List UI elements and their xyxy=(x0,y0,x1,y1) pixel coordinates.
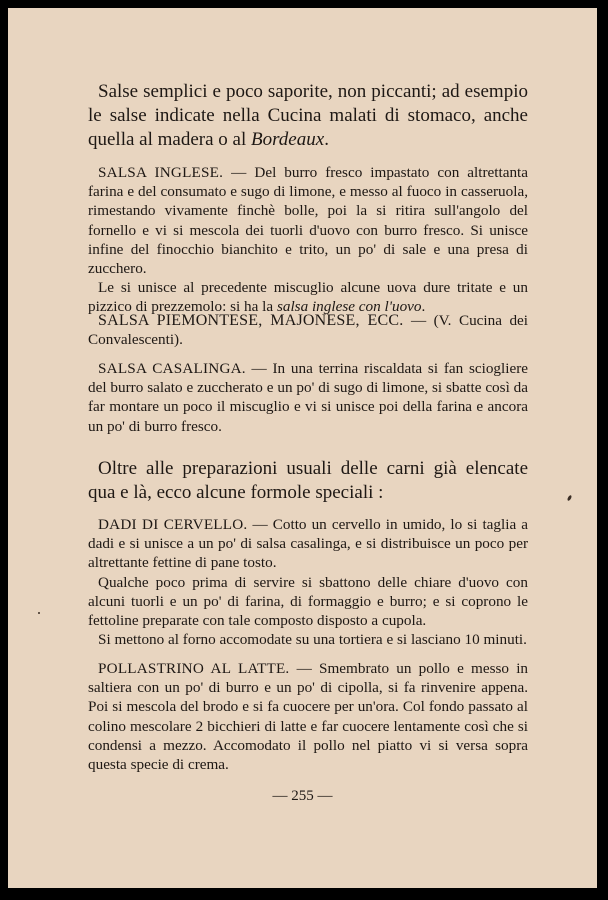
recipe-title: SALSA PIEMONTESE, MAJONESE, ECC. xyxy=(98,312,404,329)
recipe-dadi-di-cervello: DADI DI CERVELLO. — Cotto un cervello in umido, lo si taglia a dadi e si unisce a un po' di salsa casalinga, e si distribuisce un poco per altrettante fettine di pane tosto. Qualche poco prima di servire si sbattono delle chiare d'uovo con alcuni tuorli e un po' di farina, di formaggio e burro; e si coprono le fettoline preparate con tale composto disposto a cupola. Si mettono al forno accomodate su una tortiera e si lasciano 10 minuti. xyxy=(88,516,528,649)
intro-paragraph-1: Salse semplici e poco saporite, non piccanti; ad esempio le salse indicate nella Cucina malati di stomaco, anche quella al madera o al Bordeaux. xyxy=(88,81,528,150)
recipe-salsa-inglese: SALSA INGLESE. — Del burro fresco impastato con altrettanta farina e del consumato e sugo di limone, e messo al fuoco in casseruola, rimestando vivamente finchè bolle, poi la si ritira sull'angolo del fornello e vi si mescola dei tuorli d'uovo con burro fresco. Si unisce infine del finocchio bianchito e trito, un po' di sale e una presa di zucchero. Le si unisce al precedente miscuglio alcune uova dure tritate e un pizzico di prezzemolo: si ha la salsa inglese con l'uovo. xyxy=(88,164,529,316)
recipe-title: SALSA INGLESE. xyxy=(98,164,224,181)
recipe-title: DADI DI CERVELLO. xyxy=(98,516,248,533)
recipe-title: SALSA CASALINGA. xyxy=(98,360,246,377)
intro-paragraph-2: Oltre alle preparazioni usuali delle carni già elencate qua e là, ecco alcune formole speciali : xyxy=(88,458,528,503)
paper-speck xyxy=(567,495,573,502)
recipe-salsa-casalinga: SALSA CASALINGA. — In una terrina riscaldata si fan sciogliere del burro salato e zuccherato e un po' di sugo di limone, si sbatte così da far montare un poco il miscuglio e vi si unisce poi della farina e ancora un po' di burro fresco. xyxy=(88,360,529,435)
intro-italic: Bordeaux xyxy=(251,129,325,150)
recipe-title: POLLASTRINO AL LATTE. xyxy=(98,660,290,677)
recipe-salsa-piemontese: SALSA PIEMONTESE, MAJONESE, ECC. — (V. Cucina dei Convalescenti). xyxy=(88,312,528,349)
book-page xyxy=(8,8,597,888)
page-number: — 255 — xyxy=(272,788,333,804)
paper-speck xyxy=(38,612,40,614)
recipe-pollastrino-al-latte: POLLASTRINO AL LATTE. — Smembrato un pollo e messo in saltiera con un po' di burro e un po' di cipolla, si fa rinvenire appena. Poi si mescola del brodo e si fa cuocere per un'ora. Col fondo passato al colino mescolare 2 bicchieri di latte e far cuocere lentamente così che si condensi a mezzo. Accomodato il pollo nel piatto vi si versa sopra questa specie di crema. xyxy=(88,660,529,774)
